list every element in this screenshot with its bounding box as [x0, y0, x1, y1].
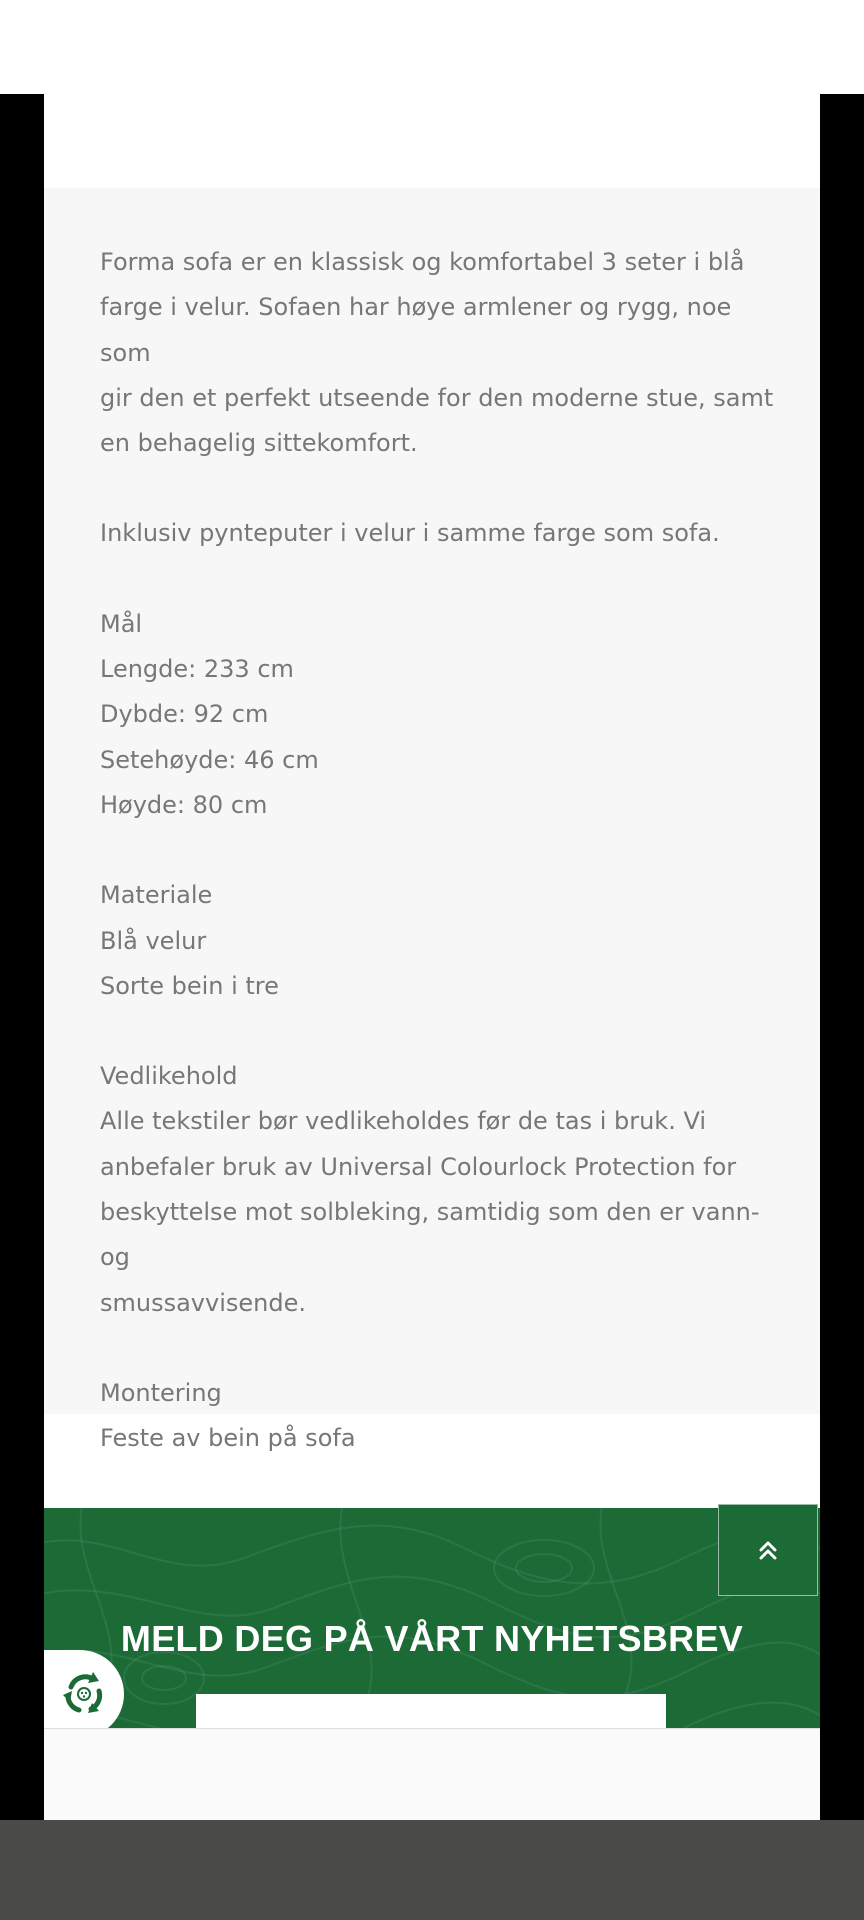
description-line: en behagelig sittekomfort. [100, 429, 418, 458]
description-line: Forma sofa er en klassisk og komfortabel 3 seter i blå [100, 248, 745, 276]
bottom-sheet [44, 1728, 820, 1820]
system-navigation-bar [0, 1820, 864, 1920]
material-fabric: Blå velur [100, 926, 207, 955]
inclusive-text: Inklusiv pynteputer i velur i samme farge som sofa. [100, 519, 720, 548]
dimensions-heading: Mål [100, 609, 143, 638]
left-frame [0, 94, 44, 1820]
right-frame [820, 94, 864, 1820]
page-viewport[interactable] [44, 94, 820, 1820]
status-bar [0, 0, 864, 94]
care-line: beskyttelse mot solbleking, samtidig som den er vann- og [100, 1198, 760, 1272]
care-heading: Vedlikehold [100, 1062, 238, 1091]
newsletter-title: MELD DEG PÅ VÅRT NYHETSBREV [120, 1618, 744, 1659]
material-section [100, 873, 780, 1009]
material-heading: Materiale [100, 881, 213, 910]
double-chevron-up-icon [756, 1538, 780, 1562]
care-line: smussavvisende. [100, 1288, 306, 1317]
recycle-icon [57, 1667, 111, 1721]
dimension-length: Lengde: 233 cm [100, 655, 294, 684]
care-line: anbefaler bruk av Universal Colourlock Protection for [100, 1152, 737, 1181]
care-section [100, 1054, 780, 1326]
scroll-to-top-button[interactable] [718, 1504, 818, 1596]
description-line: farge i velur. Sofaen har høye armlener og rygg, noe som [100, 293, 732, 367]
care-line: Alle tekstiler bør vedlikeholdes før de tas i bruk. Vi [100, 1107, 707, 1136]
assembly-section [100, 1371, 780, 1462]
product-description-panel [44, 188, 820, 1453]
dimension-depth: Dybde: 92 cm [100, 700, 269, 729]
assembly-heading: Montering [100, 1378, 222, 1407]
product-description [100, 240, 780, 1462]
dimension-seat-height: Setehøyde: 46 cm [100, 745, 319, 774]
description-inclusive [100, 511, 780, 556]
assembly-text: Feste av bein på sofa [100, 1424, 356, 1453]
dimensions-section [100, 602, 780, 828]
description-line: gir den et perfekt utseende for den moderne stue, samt [100, 383, 774, 412]
dimension-height: Høyde: 80 cm [100, 790, 268, 819]
material-legs: Sorte bein i tre [100, 971, 279, 1000]
description-intro [100, 240, 780, 466]
